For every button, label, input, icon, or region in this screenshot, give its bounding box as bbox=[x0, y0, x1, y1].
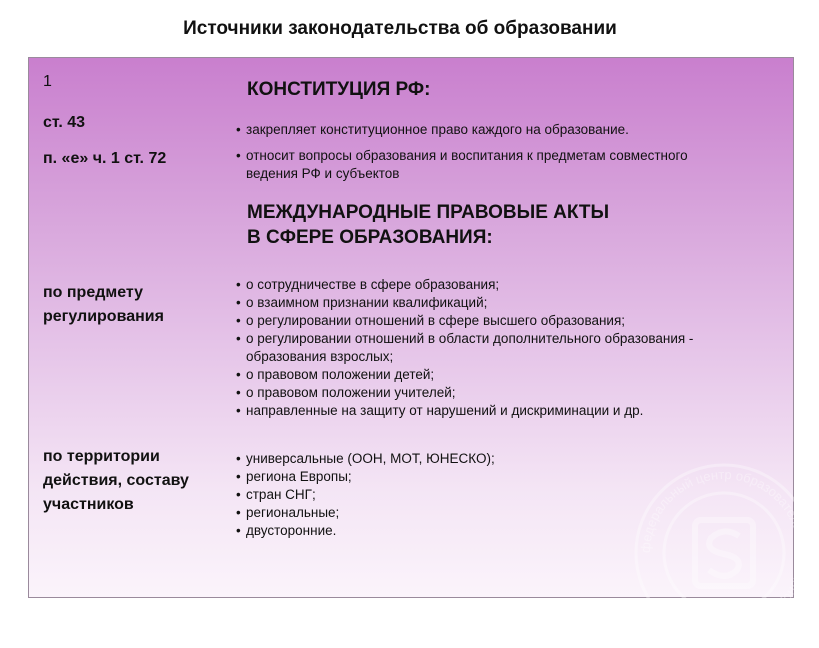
constitution-heading: КОНСТИТУЦИЯ РФ: bbox=[247, 79, 431, 100]
article-43: ст. 43 bbox=[43, 114, 86, 131]
international-heading: МЕЖДУНАРОДНЫЕ ПРАВОВЫЕ АКТЫ В СФЕРЕ ОБРАЗОВАНИЯ: bbox=[247, 202, 610, 248]
list-item: • закрепляет конституционное право каждого на образование. bbox=[236, 121, 629, 139]
subject-list bbox=[236, 276, 756, 420]
list-item: • о регулировании отношений в области дополнительного образования - образования взрослых; bbox=[236, 330, 716, 366]
list-item: • двусторонние. bbox=[236, 522, 636, 540]
row-number: 1 bbox=[43, 73, 52, 90]
territory-list bbox=[236, 450, 636, 540]
constitution-list bbox=[236, 121, 629, 139]
by-subject-label: по предмету регулирования bbox=[43, 284, 164, 325]
seal-text: федеральный центр образовательного законодательства bbox=[637, 466, 811, 640]
article-72: п. «е» ч. 1 ст. 72 bbox=[43, 150, 167, 167]
list-item: • универсальные (ООН, МОТ, ЮНЕСКО); bbox=[236, 450, 636, 468]
list-item: • о сотрудничестве в сфере образования; bbox=[236, 276, 756, 294]
list-item: • региона Европы; bbox=[236, 468, 636, 486]
list-item: • направленные на защиту от нарушений и дискриминации и др. bbox=[236, 402, 756, 420]
list-item: • региональные; bbox=[236, 504, 636, 522]
page-title: Источники законодательства об образовании bbox=[183, 18, 617, 39]
seal-icon bbox=[629, 458, 819, 648]
content-panel bbox=[28, 57, 811, 640]
by-territory-label: по территории действия, составу участников bbox=[43, 448, 189, 513]
list-item: • о взаимном признании квалификаций; bbox=[236, 294, 756, 312]
constitution-list-2 bbox=[236, 147, 736, 183]
list-item: • о правовом положении детей; bbox=[236, 366, 756, 384]
list-item: • относит вопросы образования и воспитания к предметам совместного ведения РФ и субъектов bbox=[236, 147, 736, 183]
list-item: • о регулировании отношений в сфере высшего образования; bbox=[236, 312, 756, 330]
list-item: • стран СНГ; bbox=[236, 486, 636, 504]
list-item: • о правовом положении учителей; bbox=[236, 384, 756, 402]
